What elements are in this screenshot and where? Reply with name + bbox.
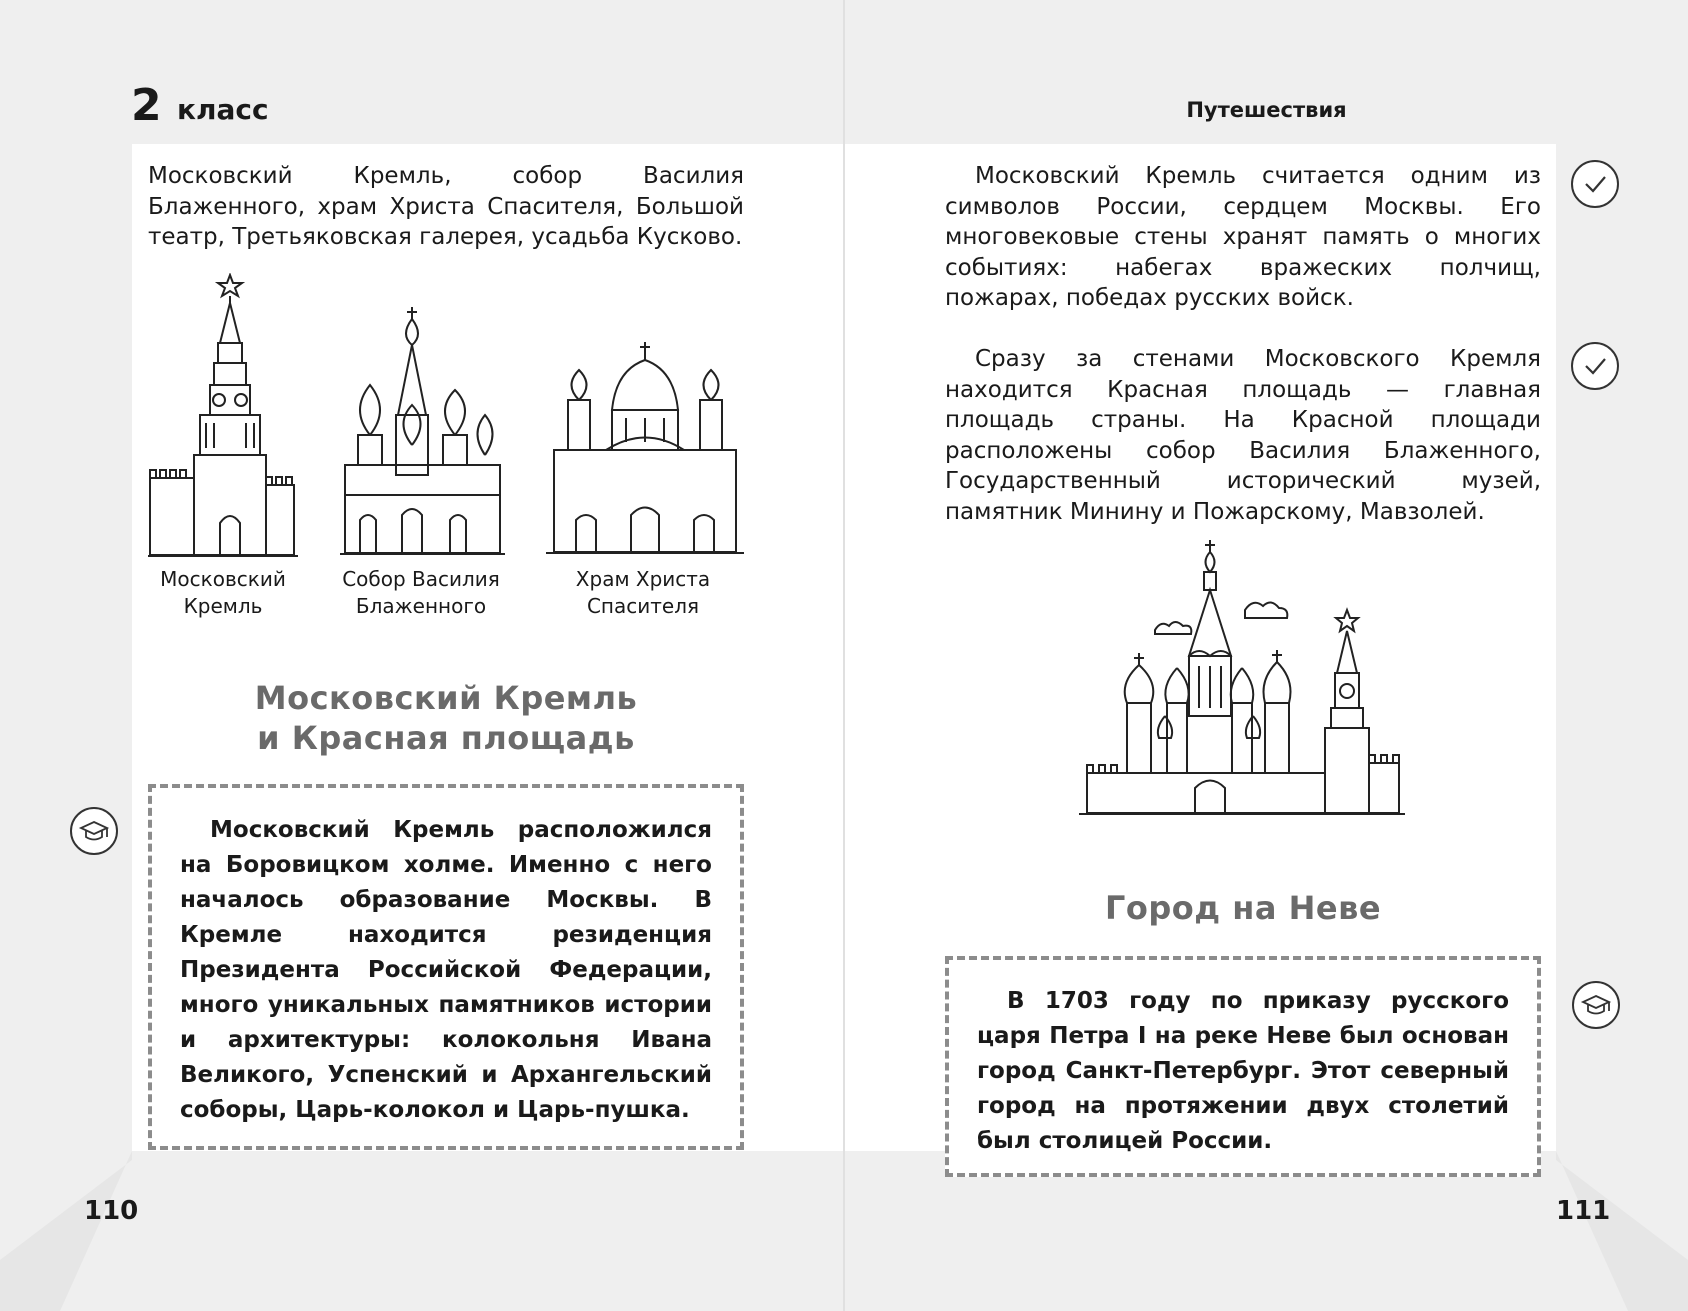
- heading-kremlin-line2: и Красная площадь: [257, 719, 635, 757]
- red-square-illustration: [1077, 538, 1407, 830]
- intro-text: Московский Кремль, собор Василия Блаженного, храм Христа Спасителя, Большой театр, Третьяковская галерея, усадьба Кусково.: [148, 163, 744, 251]
- checkmark-icon: [1571, 342, 1619, 390]
- christ-saviour-cathedral-icon: [546, 340, 744, 555]
- caption-christ-saviour-line1: Храм Христа: [575, 567, 711, 591]
- graduation-cap-icon: [1572, 981, 1620, 1029]
- info-box-kremlin: [148, 784, 744, 1150]
- checkmark-icon: [1571, 160, 1619, 208]
- page-number-left: 110: [84, 1196, 139, 1226]
- grade-label: класс: [177, 93, 269, 126]
- right-page: [845, 0, 1688, 1311]
- page-number-right: 111: [1556, 1196, 1611, 1226]
- caption-kremlin-line1: Московский: [160, 567, 286, 591]
- heading-neva: Город на Неве: [1104, 889, 1382, 927]
- graduation-cap-icon: [70, 807, 118, 855]
- caption-kremlin-line2: Кремль: [183, 594, 263, 618]
- info-box-neva-text: В 1703 году по приказу русского царя Петра I на реке Неве был основан город Санкт-Петербург. Этот северный город на протяжении двух столетий был столицей России.: [977, 988, 1509, 1154]
- caption-st-basil-line2: Блаженного: [355, 594, 487, 618]
- grade-number: 2: [131, 80, 162, 131]
- paragraph-1: Московский Кремль считается одним из символов России, сердцем Москвы. Его многовековые стены хранят память о многих событиях: набегах вражеских полчищ, пожарах, победах русских войск.: [945, 163, 1541, 312]
- caption-st-basil: [326, 566, 516, 620]
- caption-st-basil-line1: Собор Василия: [342, 567, 500, 591]
- kremlin-tower-icon: [148, 273, 298, 558]
- info-box-kremlin-text: Московский Кремль расположился на Боровицком холме. Именно с него началось образование Москвы. В Кремле находится резиденция Президента Российской Федерации, много уникальных памятников истории и архитектуры: колокольня Ивана Великого, Успенский и Архангельский соборы, Царь-колокол и Царь-пушка.: [180, 817, 712, 1123]
- section-title: Путешествия: [1186, 98, 1347, 122]
- info-box-neva: [945, 956, 1541, 1177]
- caption-christ-saviour: [548, 566, 738, 620]
- heading-kremlin-line1: Московский Кремль: [254, 679, 638, 717]
- caption-kremlin: [128, 566, 318, 620]
- heading-kremlin: [148, 678, 744, 758]
- paragraph-2: Сразу за стенами Московского Кремля находится Красная площадь — главная площадь страны. На Красной площади расположены собор Василия Блаженного, Государственный исторический музей, памятник Минину и Пожарскому, Мавзолей.: [945, 346, 1541, 525]
- st-basil-cathedral-icon: [340, 305, 505, 555]
- caption-christ-saviour-line2: Спасителя: [586, 594, 700, 618]
